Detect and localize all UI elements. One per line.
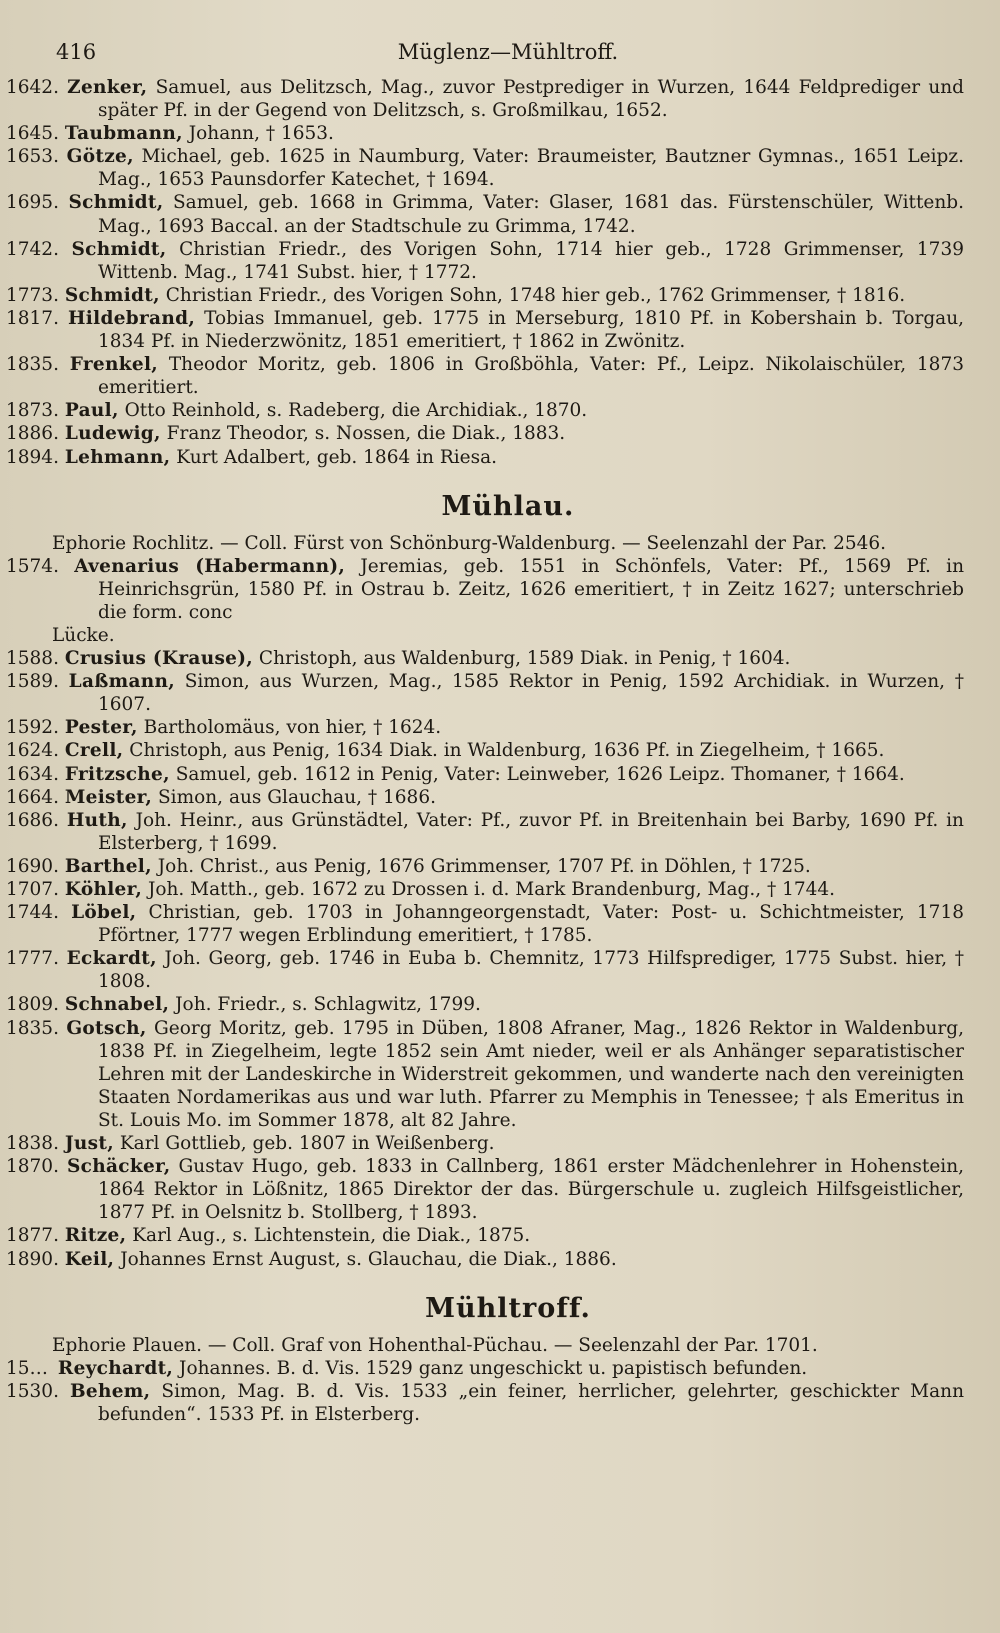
entry [6,191,964,237]
entry-name: Paul, [64,400,119,422]
entry [6,555,964,624]
entry [6,855,964,878]
entries-muehlau [6,555,965,1271]
entry-text: Simon, aus Glauchau, † 1686. [158,786,436,808]
section-title-muehlau: Mühlau. [441,490,575,522]
entry-text: Bartholomäus, von hier, † 1624. [143,717,442,739]
entry [6,145,964,191]
entry-year: 1634. [6,763,59,785]
entry-name: Schmidt, [64,284,160,306]
entry-text: Christoph, aus Waldenburg, 1589 Diak. in Penig, † 1604. [258,648,791,670]
entry-name: Schmidt, [68,192,164,214]
entry-year: 1645. [6,123,59,145]
entry [6,353,964,399]
entry-name: Reychardt, [57,1357,174,1379]
entry-text: Johann, † 1653. [188,123,334,145]
entry: 15… Reychardt, Johannes. B. d. Vis. 1529 ganz ungeschickt u. papistisch befunden. [6,1357,808,1379]
entry-name: Fritzsche, [64,763,170,785]
entry-name: Avenarius (Habermann), [74,555,346,577]
entry-text: Theodor Moritz, geb. 1806 in Großböhla, Vater: Pf., Leipz. Nikolaischüler, 1873 emeritiert. [98,354,964,399]
entry-name: Köhler, [64,879,143,900]
entry-year: 1530. [6,1380,59,1402]
entry-name: Pester, [64,717,138,739]
entry [6,238,964,284]
entry [6,809,964,855]
entry-text: Samuel, geb. 1668 in Grimma, Vater: Glaser, 1681 das. Fürstenschüler, Wittenb. Mag., 1693 Baccal. an der Stadtschule zu Grimma, 1742. [98,192,964,237]
entry-text: Joh. Matth., geb. 1672 zu Drossen i. d. Mark Brandenburg, Mag., † 1744. [147,879,836,900]
entry-year: 1835. [6,1017,59,1039]
entry-year: 1886. [6,423,59,445]
entry-text: Christian Friedr., des Vorigen Sohn, 1748 hier geb., 1762 Grimmenser, † 1816. [165,284,906,306]
entry-year: 1574. [6,555,59,577]
entry [6,307,964,353]
entry [6,399,964,422]
entry-name: Ritze, [64,1225,127,1247]
entry [6,1380,964,1426]
entry [6,670,964,716]
entry-text: Joh. Heinr., aus Grünstädtel, Vater: Pf., zuvor Pf. in Breitenhain bei Barby, 1690 Pf. in Elsterberg, † 1699. [98,809,964,854]
running-title: Müglenz—Mühltroff. [397,40,619,64]
entry-name: Crusius (Krause), [64,648,254,670]
entry-name: Huth, [66,809,128,831]
entry [6,1017,964,1132]
entry-name: Barthel, [64,855,152,877]
entry-text: Tobias Immanuel, geb. 1775 in Merseburg, 1810 Pf. in Kobershain b. Torgau, 1834 Pf. in Niederzwönitz, 1851 emeritiert, † 1862 in Zwönitz. [98,307,964,353]
entry-name: Schnabel, [64,994,170,1016]
entry-text: Lücke. [52,624,115,646]
entry-year: 1642. [6,77,59,98]
entry-name: Schäcker, [67,1156,171,1178]
entry-text: Johannes Ernst August, s. Glauchau, die Diak., 1886. [120,1248,617,1270]
entry [6,716,964,739]
entry-name: Crell, [64,740,124,762]
entry-text: Christian Friedr., des Vorigen Sohn, 1714 hier geb., 1728 Grimmenser, 1739 Wittenb. Mag., 1741 Subst. hier, † 1772. [98,238,964,283]
entries-muegelnz [6,76,964,469]
entry-name: Meister, [64,786,153,808]
entry-year: 1835. [6,354,59,376]
entry-text: Christian, geb. 1703 in Johanngeorgenstadt, Vater: Post- u. Schichtmeister, 1718 Pförtner, 1777 wegen Erblindung emeritiert, † 1785. [98,902,964,947]
entry-year: 1707. [6,879,59,900]
entry-name: Hildebrand, [68,307,196,329]
entry-name: Laßmann, [68,671,176,693]
entry-text: Joh. Christ., aus Penig, 1676 Grimmenser, 1707 Pf. in Döhlen, † 1725. [157,855,811,877]
entry-text: Georg Moritz, geb. 1795 in Düben, 1808 Afraner, Mag., 1826 Rektor in Waldenburg, 1838 Pf. in Ziegelheim, legte 1852 sein Amt nieder, weil er als Anhänger separatistischer Lehren mit der Landeskirche in Widerstreit gekommen, und wanderte nach den vereinigten Staaten Nordamerikas aus und war luth. Pfarrer zu Memphis in Tenessee; † als Emeritus in St. Louis Mo. im Sommer 1878, alt 82 Jahre. [98,1017,964,1131]
entry-text: Simon, aus Wurzen, Mag., 1585 Rektor in Penig, 1592 Archidiak. in Wurzen, † 1607. [98,671,964,716]
entry [6,1132,964,1155]
entry-text: Gustav Hugo, geb. 1833 in Callnberg, 1861 erster Mädchenlehrer in Hohenstein, 1864 Rektor in Lößnitz, 1865 Direktor der das. Bürgerschule u. zugleich Hilfsgeistlicher, 1877 Pf. in Oelsnitz b. Stollberg, † 1893. [98,1156,965,1224]
entry-year: 1773. [6,284,59,306]
entry-text: Michael, geb. 1625 in Naumburg, Vater: Braumeister, Bautzner Gymnas., 1651 Leipz. Mag., 1653 Paunsdorfer Katechet, † 1694. [98,146,964,191]
entry-text: Karl Gottlieb, geb. 1807 in Weißenberg. [119,1133,495,1155]
entry-text: Otto Reinhold, s. Radeberg, die Archidiak., 1870. [124,400,588,422]
entry [6,1248,964,1271]
entries-muehltroff [6,1357,964,1426]
entry-text: Joh. Friedr., s. Schlagwitz, 1799. [175,994,481,1016]
entry-text: Franz Theodor, s. Nossen, die Diak., 1883. [166,423,566,445]
entry-name: Gotsch, [66,1017,147,1039]
entry-year: 1777. [6,948,59,970]
entry-text: Kurt Adalbert, geb. 1864 in Riesa. [176,446,498,468]
entry-year: 1838. [6,1133,59,1155]
entry-year: 1653. [6,146,59,168]
entry [6,763,964,786]
entry [6,422,964,445]
entry [6,993,964,1016]
entry-name: Zenker, [67,77,148,98]
entry-year: 1870. [6,1156,59,1178]
entry-year: 1589. [6,671,59,693]
entry-name: Just, [64,1133,114,1155]
entry-name: Eckardt, [66,948,157,970]
entry-name: Frenkel, [69,354,159,376]
entry-year: 1624. [6,740,59,762]
entry-year: 1873. [6,400,59,422]
entry-text: Samuel, aus Delitzsch, Mag., zuvor Pestprediger in Wurzen, 1644 Feldprediger und später Pf. in der Gegend von Delitzsch, s. Großmilkau, 1652. [98,77,964,122]
entry-name: Keil, [64,1248,115,1270]
entry-name: Ludewig, [64,423,161,445]
entry [6,76,964,122]
entry [6,122,964,145]
entry-name: Lehmann, [64,446,171,468]
entry-year: 1817. [6,307,59,329]
entry-year: 1742. [6,238,59,260]
entry-year: 1695. [6,192,59,214]
page-header [52,36,964,76]
entry [6,1224,964,1247]
entry-year: 1894. [6,446,59,468]
entry-text: Jeremias, geb. 1551 in Schönfels, Vater: Pf., 1569 Pf. in Heinrichsgrün, 1580 Pf. in Ostrau b. Zeitz, 1626 emeritiert, † in Zeitz 1627; unterschrieb die form. conc [98,555,964,623]
entry-name: Götze, [66,146,134,168]
entry-text: Samuel, geb. 1612 in Penig, Vater: Leinweber, 1626 Leipz. Thomaner, † 1664. [175,763,905,785]
entry-name: Taubmann, [64,123,183,145]
entry-year: 1890. [6,1248,59,1270]
entry-name: Schmidt, [71,238,167,260]
section-title-muehltroff: Mühltroff. [425,1292,591,1324]
ephorie-muehltroff: Ephorie Plauen. — Coll. Graf von Hohenthal-Püchau. — Seelenzahl der Par. 1701. [52,1334,818,1356]
entry-year: 1592. [6,717,59,739]
page-number: 416 [56,40,97,64]
entry-year: 1744. [6,902,59,924]
entry [6,446,964,469]
entry [6,786,964,809]
entry [6,1155,965,1224]
entry-text: Joh. Georg, geb. 1746 in Euba b. Chemnitz, 1773 Hilfsprediger, 1775 Subst. hier, † 1808. [98,948,964,993]
ephorie-muehlau: Ephorie Rochlitz. — Coll. Fürst von Schönburg-Waldenburg. — Seelenzahl der Par. 2546. [52,532,887,554]
entry-year: 1690. [6,855,59,877]
entry [6,878,964,901]
entry-text: Johannes. B. d. Vis. 1529 ganz ungeschickt u. papistisch befunden. [179,1357,808,1379]
entry [52,624,964,647]
entry-name: Behem, [69,1380,151,1402]
entry-name: Löbel, [71,902,137,924]
entry-year: 1664. [6,786,59,808]
entry-year: 1809. [6,994,59,1016]
entry-text: Karl Aug., s. Lichtenstein, die Diak., 1875. [132,1225,531,1247]
entry [6,901,964,947]
entry-year: 1588. [6,648,59,670]
entry-year: 1686. [6,809,59,831]
entry [6,647,964,670]
entry-text: Simon, Mag. B. d. Vis. 1533 „ein feiner, herrlicher, gelehrter, geschickter Mann befunden“. 1533 Pf. in Elsterberg. [98,1380,964,1425]
entry [6,739,964,762]
entry-year: 1877. [6,1225,59,1247]
entry-text: Christoph, aus Penig, 1634 Diak. in Waldenburg, 1636 Pf. in Ziegelheim, † 1665. [129,740,885,762]
entry [6,284,964,307]
entry [6,947,964,993]
